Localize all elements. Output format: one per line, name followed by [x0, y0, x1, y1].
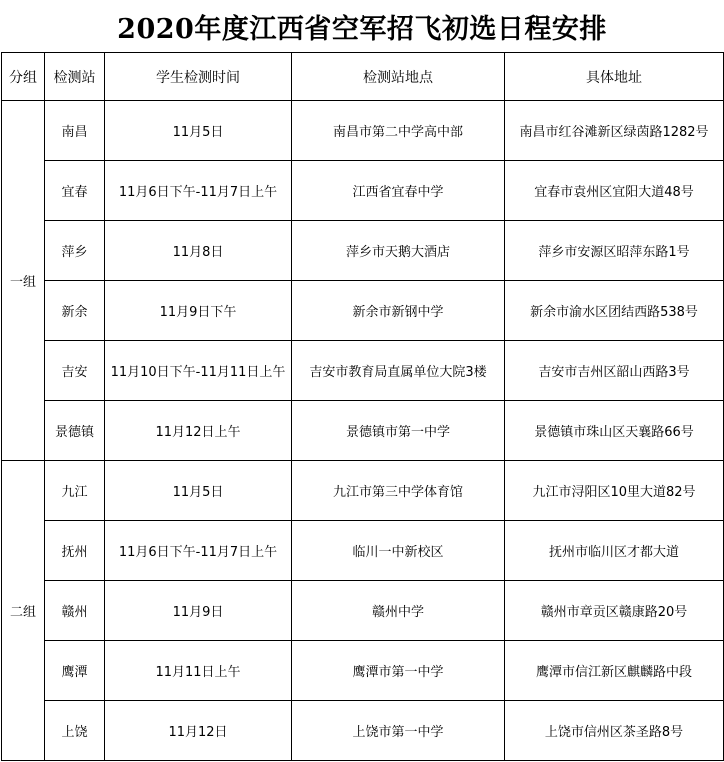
station-cell: 景德镇: [45, 401, 105, 461]
venue-cell: 景德镇市第一中学: [292, 401, 505, 461]
station-cell: 宜春: [45, 161, 105, 221]
time-cell: 11月6日下午-11月7日上午: [105, 521, 292, 581]
table-row: [2, 101, 724, 161]
table-row: [2, 281, 724, 341]
time-cell: 11月8日: [105, 221, 292, 281]
address-cell: 萍乡市安源区昭萍东路1号: [505, 221, 724, 281]
header-venue: 检测站地点: [292, 53, 505, 101]
time-cell: 11月10日下午-11月11日上午: [105, 341, 292, 401]
station-cell: 新余: [45, 281, 105, 341]
address-cell: 宜春市袁州区宜阳大道48号: [505, 161, 724, 221]
venue-cell: 吉安市教育局直属单位大院3楼: [292, 341, 505, 401]
venue-cell: 新余市新钢中学: [292, 281, 505, 341]
address-cell: 南昌市红谷滩新区绿茵路1282号: [505, 101, 724, 161]
table-row: [2, 701, 724, 761]
station-cell: 上饶: [45, 701, 105, 761]
venue-cell: 江西省宜春中学: [292, 161, 505, 221]
header-row: [2, 53, 724, 101]
group-cell: 一组: [2, 101, 45, 461]
table-row: [2, 641, 724, 701]
station-cell: 赣州: [45, 581, 105, 641]
table-row: [2, 341, 724, 401]
group-cell: 二组: [2, 461, 45, 761]
address-cell: 新余市渝水区团结西路538号: [505, 281, 724, 341]
venue-cell: 鹰潭市第一中学: [292, 641, 505, 701]
header-group: 分组: [2, 53, 45, 101]
address-cell: 抚州市临川区才都大道: [505, 521, 724, 581]
station-cell: 鹰潭: [45, 641, 105, 701]
header-time: 学生检测时间: [105, 53, 292, 101]
table-row: [2, 401, 724, 461]
station-cell: 吉安: [45, 341, 105, 401]
venue-cell: 九江市第三中学体育馆: [292, 461, 505, 521]
table-row: [2, 521, 724, 581]
address-cell: 上饶市信州区茶圣路8号: [505, 701, 724, 761]
table-row: [2, 221, 724, 281]
time-cell: 11月6日下午-11月7日上午: [105, 161, 292, 221]
table-row: [2, 161, 724, 221]
table-row: [2, 581, 724, 641]
header-station: 检测站: [45, 53, 105, 101]
venue-cell: 赣州中学: [292, 581, 505, 641]
station-cell: 抚州: [45, 521, 105, 581]
address-cell: 吉安市吉州区韶山西路3号: [505, 341, 724, 401]
venue-cell: 临川一中新校区: [292, 521, 505, 581]
address-cell: 九江市浔阳区10里大道82号: [505, 461, 724, 521]
table-row: [2, 461, 724, 521]
venue-cell: 南昌市第二中学高中部: [292, 101, 505, 161]
time-cell: 11月12日上午: [105, 401, 292, 461]
time-cell: 11月12日: [105, 701, 292, 761]
time-cell: 11月9日: [105, 581, 292, 641]
address-cell: 鹰潭市信江新区麒麟路中段: [505, 641, 724, 701]
time-cell: 11月9日下午: [105, 281, 292, 341]
station-cell: 南昌: [45, 101, 105, 161]
time-cell: 11月5日: [105, 461, 292, 521]
header-address: 具体地址: [505, 53, 724, 101]
schedule-table: [1, 52, 724, 761]
venue-cell: 萍乡市天鹅大酒店: [292, 221, 505, 281]
address-cell: 赣州市章贡区赣康路20号: [505, 581, 724, 641]
venue-cell: 上饶市第一中学: [292, 701, 505, 761]
time-cell: 11月5日: [105, 101, 292, 161]
station-cell: 萍乡: [45, 221, 105, 281]
address-cell: 景德镇市珠山区天襄路66号: [505, 401, 724, 461]
page-title: 2020年度江西省空军招飞初选日程安排: [117, 13, 607, 45]
station-cell: 九江: [45, 461, 105, 521]
time-cell: 11月11日上午: [105, 641, 292, 701]
